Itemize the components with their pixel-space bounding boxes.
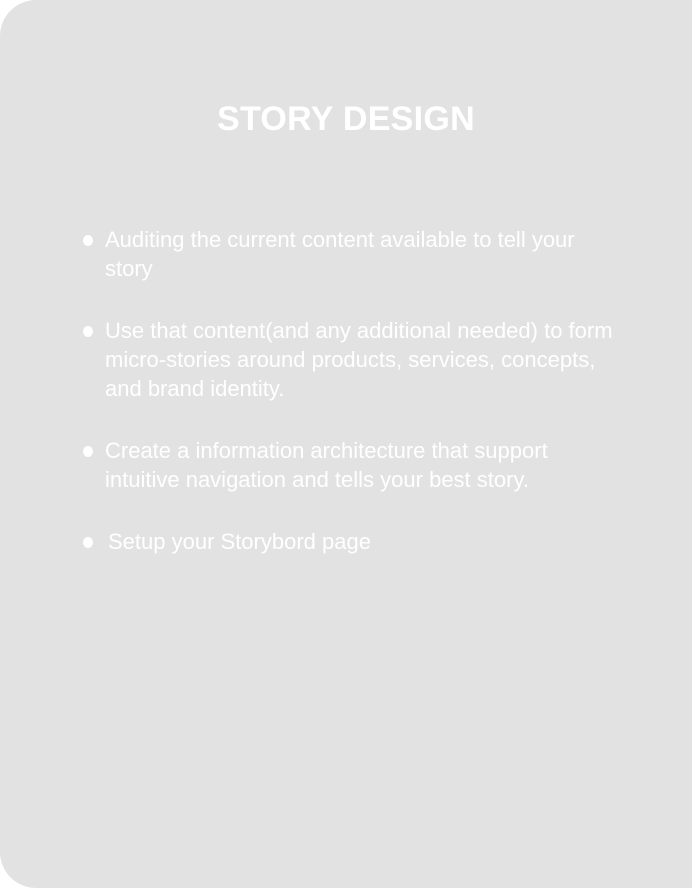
- list-item: [80, 225, 620, 283]
- bullet-list: [80, 225, 620, 556]
- list-item: [80, 527, 620, 556]
- list-item-text: Auditing the current content available to tell your story: [105, 227, 575, 281]
- bullet-dot-icon: [83, 326, 93, 337]
- bullet-dot-icon: [83, 537, 93, 548]
- bullet-dot-icon: [83, 446, 93, 457]
- card-title: STORY DESIGN: [216, 100, 476, 138]
- list-item: [80, 316, 620, 403]
- list-item-text: Create a information architecture that support intuitive navigation and tells your best story.: [105, 438, 548, 492]
- list-item-text: Setup your Storybord page: [108, 529, 371, 554]
- list-item: [80, 436, 620, 494]
- list-item-text: Use that content(and any additional needed) to form micro-stories around products, services, concepts, and brand identity.: [105, 318, 613, 401]
- bullet-dot-icon: [83, 235, 93, 246]
